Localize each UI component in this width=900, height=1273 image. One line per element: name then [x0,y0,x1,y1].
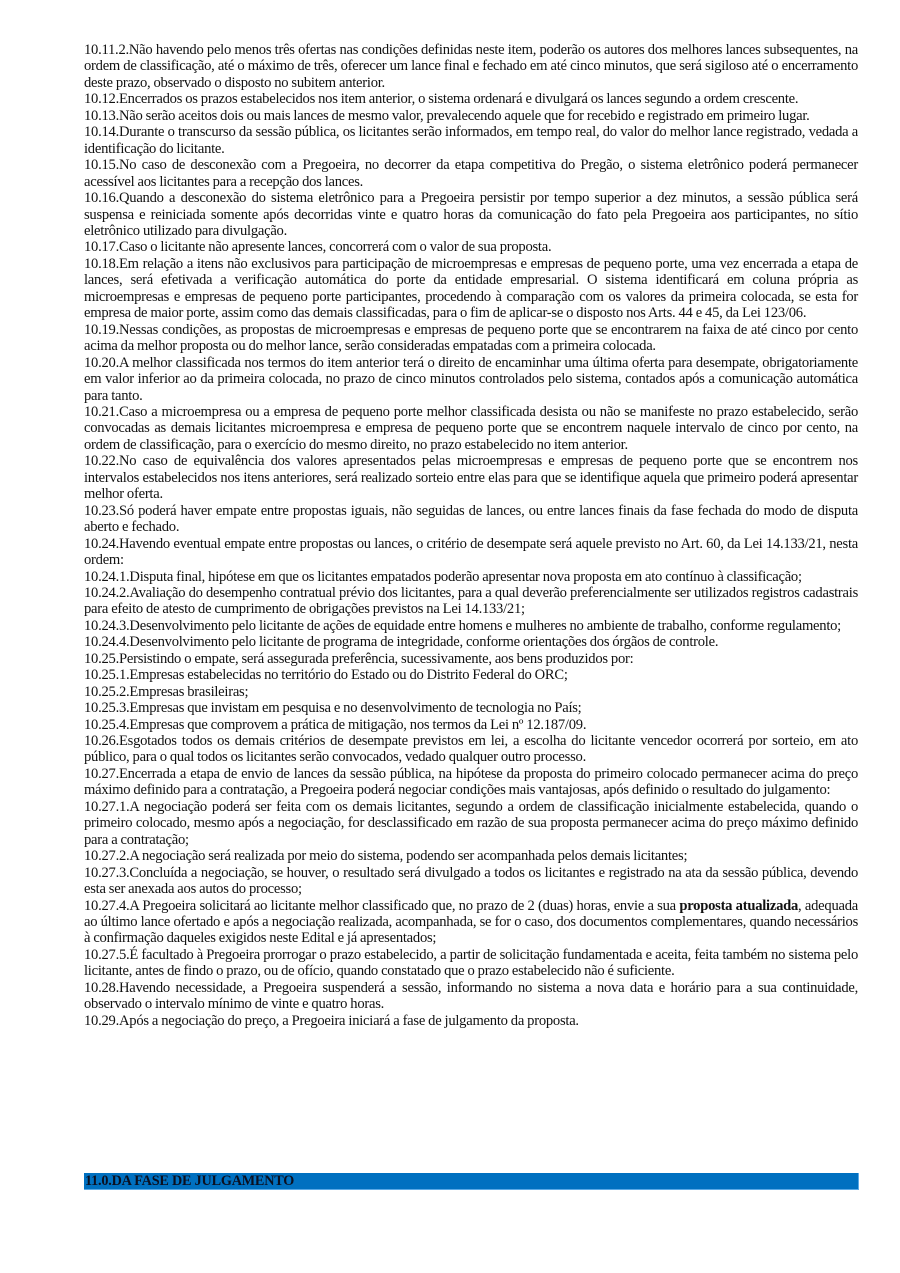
section-heading-bar [84,1173,859,1190]
section-heading-title: 11.0.DA FASE DE JULGAMENTO [85,1173,295,1189]
clause-10-25-3: 10.25.3.Empresas que invistam em pesquisa e no desenvolvimento de tecnologia no País; [84,700,582,717]
clause-10-21: 10.21.Caso a microempresa ou a empresa de pequeno porte melhor classificada desista ou não se manifeste no prazo estabelecido, serão convocadas as demais licitantes microempresa e empresa de pequeno porte que se encontrem naquele intervalo de cinco por cento, na ordem de classificação, para o exercício do mesmo direito, no prazo estabelecido no item anterior. [84,403,858,453]
document-body [84,42,858,1029]
clause-10-12: 10.12.Encerrados os prazos estabelecidos nos item anterior, o sistema ordenará e divulgará os lances segundo a ordem crescente. [84,91,799,108]
clause-10-17: 10.17.Caso o licitante não apresente lances, concorrerá com o valor de sua proposta. [84,239,552,256]
clause-10-25: 10.25.Persistindo o empate, será assegurada preferência, sucessivamente, aos bens produzidos por: [84,650,634,667]
clause-10-19: 10.19.Nessas condições, as propostas de microempresas e empresas de pequeno porte que se encontrarem na faixa de até cinco por cento acima da melhor proposta ou do melhor lance, serão consideradas empatadas com a primeira colocada. [84,321,858,355]
clause-10-27-4-bold-term: proposta atualizada [679,897,799,914]
clause-10-18: 10.18.Em relação a itens não exclusivos para participação de microempresas e empresas de pequeno porte, uma vez encerrada a etapa de lances, será efetivada a verificação automática do porte da entidade empresarial. O sistema identificará em coluna própria as microempresas e empresas de pequeno porte participantes, procedendo à comparação com os valores da primeira colocada, se esta for empresa de maior porte, assim como das demais classificadas, para o fim de aplicar-se o disposto nos Arts. 44 e 45, da Lei 123/06. [84,255,858,322]
clause-10-24-1: 10.24.1.Disputa final, hipótese em que os licitantes empatados poderão apresentar nova proposta em ato contínuo à classificação; [84,568,802,585]
clause-10-22: 10.22.No caso de equivalência dos valores apresentados pelas microempresas e empresas de pequeno porte que se encontrem nos intervalos estabelecidos nos itens anteriores, será realizado sorteio entre elas para que se identifique aquela que primeiro poderá apresentar melhor oferta. [84,453,858,503]
clause-10-24-3: 10.24.3.Desenvolvimento pelo licitante de ações de equidade entre homens e mulheres no ambiente de trabalho, conforme regulamento; [84,617,841,634]
clause-10-24-4: 10.24.4.Desenvolvimento pelo licitante de programa de integridade, conforme orientações dos órgãos de controle. [84,634,719,651]
clause-10-27-2: 10.27.2.A negociação será realizada por meio do sistema, podendo ser acompanhada pelos demais licitantes; [84,848,688,865]
clause-10-25-1: 10.25.1.Empresas estabelecidas no território do Estado ou do Distrito Federal do ORC; [84,667,568,684]
clause-10-27: 10.27.Encerrada a etapa de envio de lances da sessão pública, na hipótese da proposta do primeiro colocado permanecer acima do preço máximo definido para a contratação, a Pregoeira poderá negociar condições mais vantajosas, após definido o resultado do julgamento: [84,765,858,799]
clause-10-24: 10.24.Havendo eventual empate entre propostas ou lances, o critério de desempate será aquele previsto no Art. 60, da Lei 14.133/21, nesta ordem: [84,535,858,569]
clause-10-27-4 [84,898,858,947]
clause-10-20: 10.20.A melhor classificada nos termos do item anterior terá o direito de encaminhar uma última oferta para desempate, obrigatoriamente em valor inferior ao da primeira colocada, no prazo de cinco minutos controlados pelo sistema, contados após a comunicação automática para tanto. [84,354,858,404]
clause-10-24-2: 10.24.2.Avaliação do desempenho contratual prévio dos licitantes, para a qual deverão preferencialmente ser utilizados registros cadastrais para efeito de atesto de cumprimento de obrigações previstos na Lei 14.133/21; [84,584,858,618]
clause-10-13: 10.13.Não serão aceitos dois ou mais lances de mesmo valor, prevalecendo aquele que for recebido e registrado em primeiro lugar. [84,107,810,124]
clause-10-27-1: 10.27.1.A negociação poderá ser feita com os demais licitantes, segundo a ordem de classificação inicialmente estabelecida, quando o primeiro colocado, mesmo após a negociação, for desclassificado em razão de sua proposta permanecer acima do preço máximo definido para a contratação; [84,798,858,848]
clause-10-16: 10.16.Quando a desconexão do sistema eletrônico para a Pregoeira persistir por tempo superior a dez minutos, a sessão pública será suspensa e reiniciada somente após decorridas vinte e quatro horas da comunicação do fato pela Pregoeira aos participantes, no sítio eletrônico utilizado para divulgação. [84,190,858,239]
clause-10-27-4-text-after: , adequada ao último lance ofertado e após a negociação realizada, acompanhada, se for o caso, dos documentos complementares, quando necessários à confirmação daqueles exigidos neste Edital e já apresentados; [84,897,858,947]
clause-10-27-5: 10.27.5.É facultado à Pregoeira prorrogar o prazo estabelecido, a partir de solicitação fundamentada e aceita, feita também no sistema pelo licitante, antes de findo o prazo, ou de ofício, quando constatado que o prazo estabelecido não é suficiente. [84,946,858,980]
clause-10-28: 10.28.Havendo necessidade, a Pregoeira suspenderá a sessão, informando no sistema a nova data e horário para a sua continuidade, observado o intervalo mínimo de vinte e quatro horas. [84,979,858,1013]
clause-10-11-2: 10.11.2.Não havendo pelo menos três ofertas nas condições definidas neste item, poderão os autores dos melhores lances subsequentes, na ordem de classificação, até o máximo de três, oferecer um lance final e fechado em até cinco minutos, que será sigiloso até o encerramento deste prazo, observado o disposto no subitem anterior. [84,42,858,91]
clause-10-15: 10.15.No caso de desconexão com a Pregoeira, no decorrer da etapa competitiva do Pregão, o sistema eletrônico poderá permanecer acessível aos licitantes para a recepção dos lances. [84,157,858,190]
clause-10-26: 10.26.Esgotados todos os demais critérios de desempate previstos em lei, a escolha do licitante vencedor ocorrerá por sorteio, em ato público, para o qual todos os licitantes serão convocados, vedado qualquer outro processo. [84,733,858,766]
clause-10-29: 10.29.Após a negociação do preço, a Pregoeira iniciará a fase de julgamento da proposta. [84,1012,579,1029]
clause-10-14: 10.14.Durante o transcurso da sessão pública, os licitantes serão informados, em tempo real, do valor do melhor lance registrado, vedada a identificação do licitante. [84,124,858,157]
clause-10-27-3: 10.27.3.Concluída a negociação, se houver, o resultado será divulgado a todos os licitantes e registrado na ata da sessão pública, devendo esta ser anexada aos autos do processo; [84,864,858,898]
clause-10-25-4: 10.25.4.Empresas que comprovem a prática de mitigação, nos termos da Lei nº 12.187/09. [84,716,587,733]
clause-10-25-2: 10.25.2.Empresas brasileiras; [84,683,249,700]
clause-10-27-4-text-before: 10.27.4.A Pregoeira solicitará ao licitante melhor classificado que, no prazo de 2 (duas) horas, envie a sua [84,897,680,914]
clause-10-23: 10.23.Só poderá haver empate entre propostas iguais, não seguidas de lances, ou entre lances finais da fase fechada do modo de disputa aberto e fechado. [84,502,858,536]
